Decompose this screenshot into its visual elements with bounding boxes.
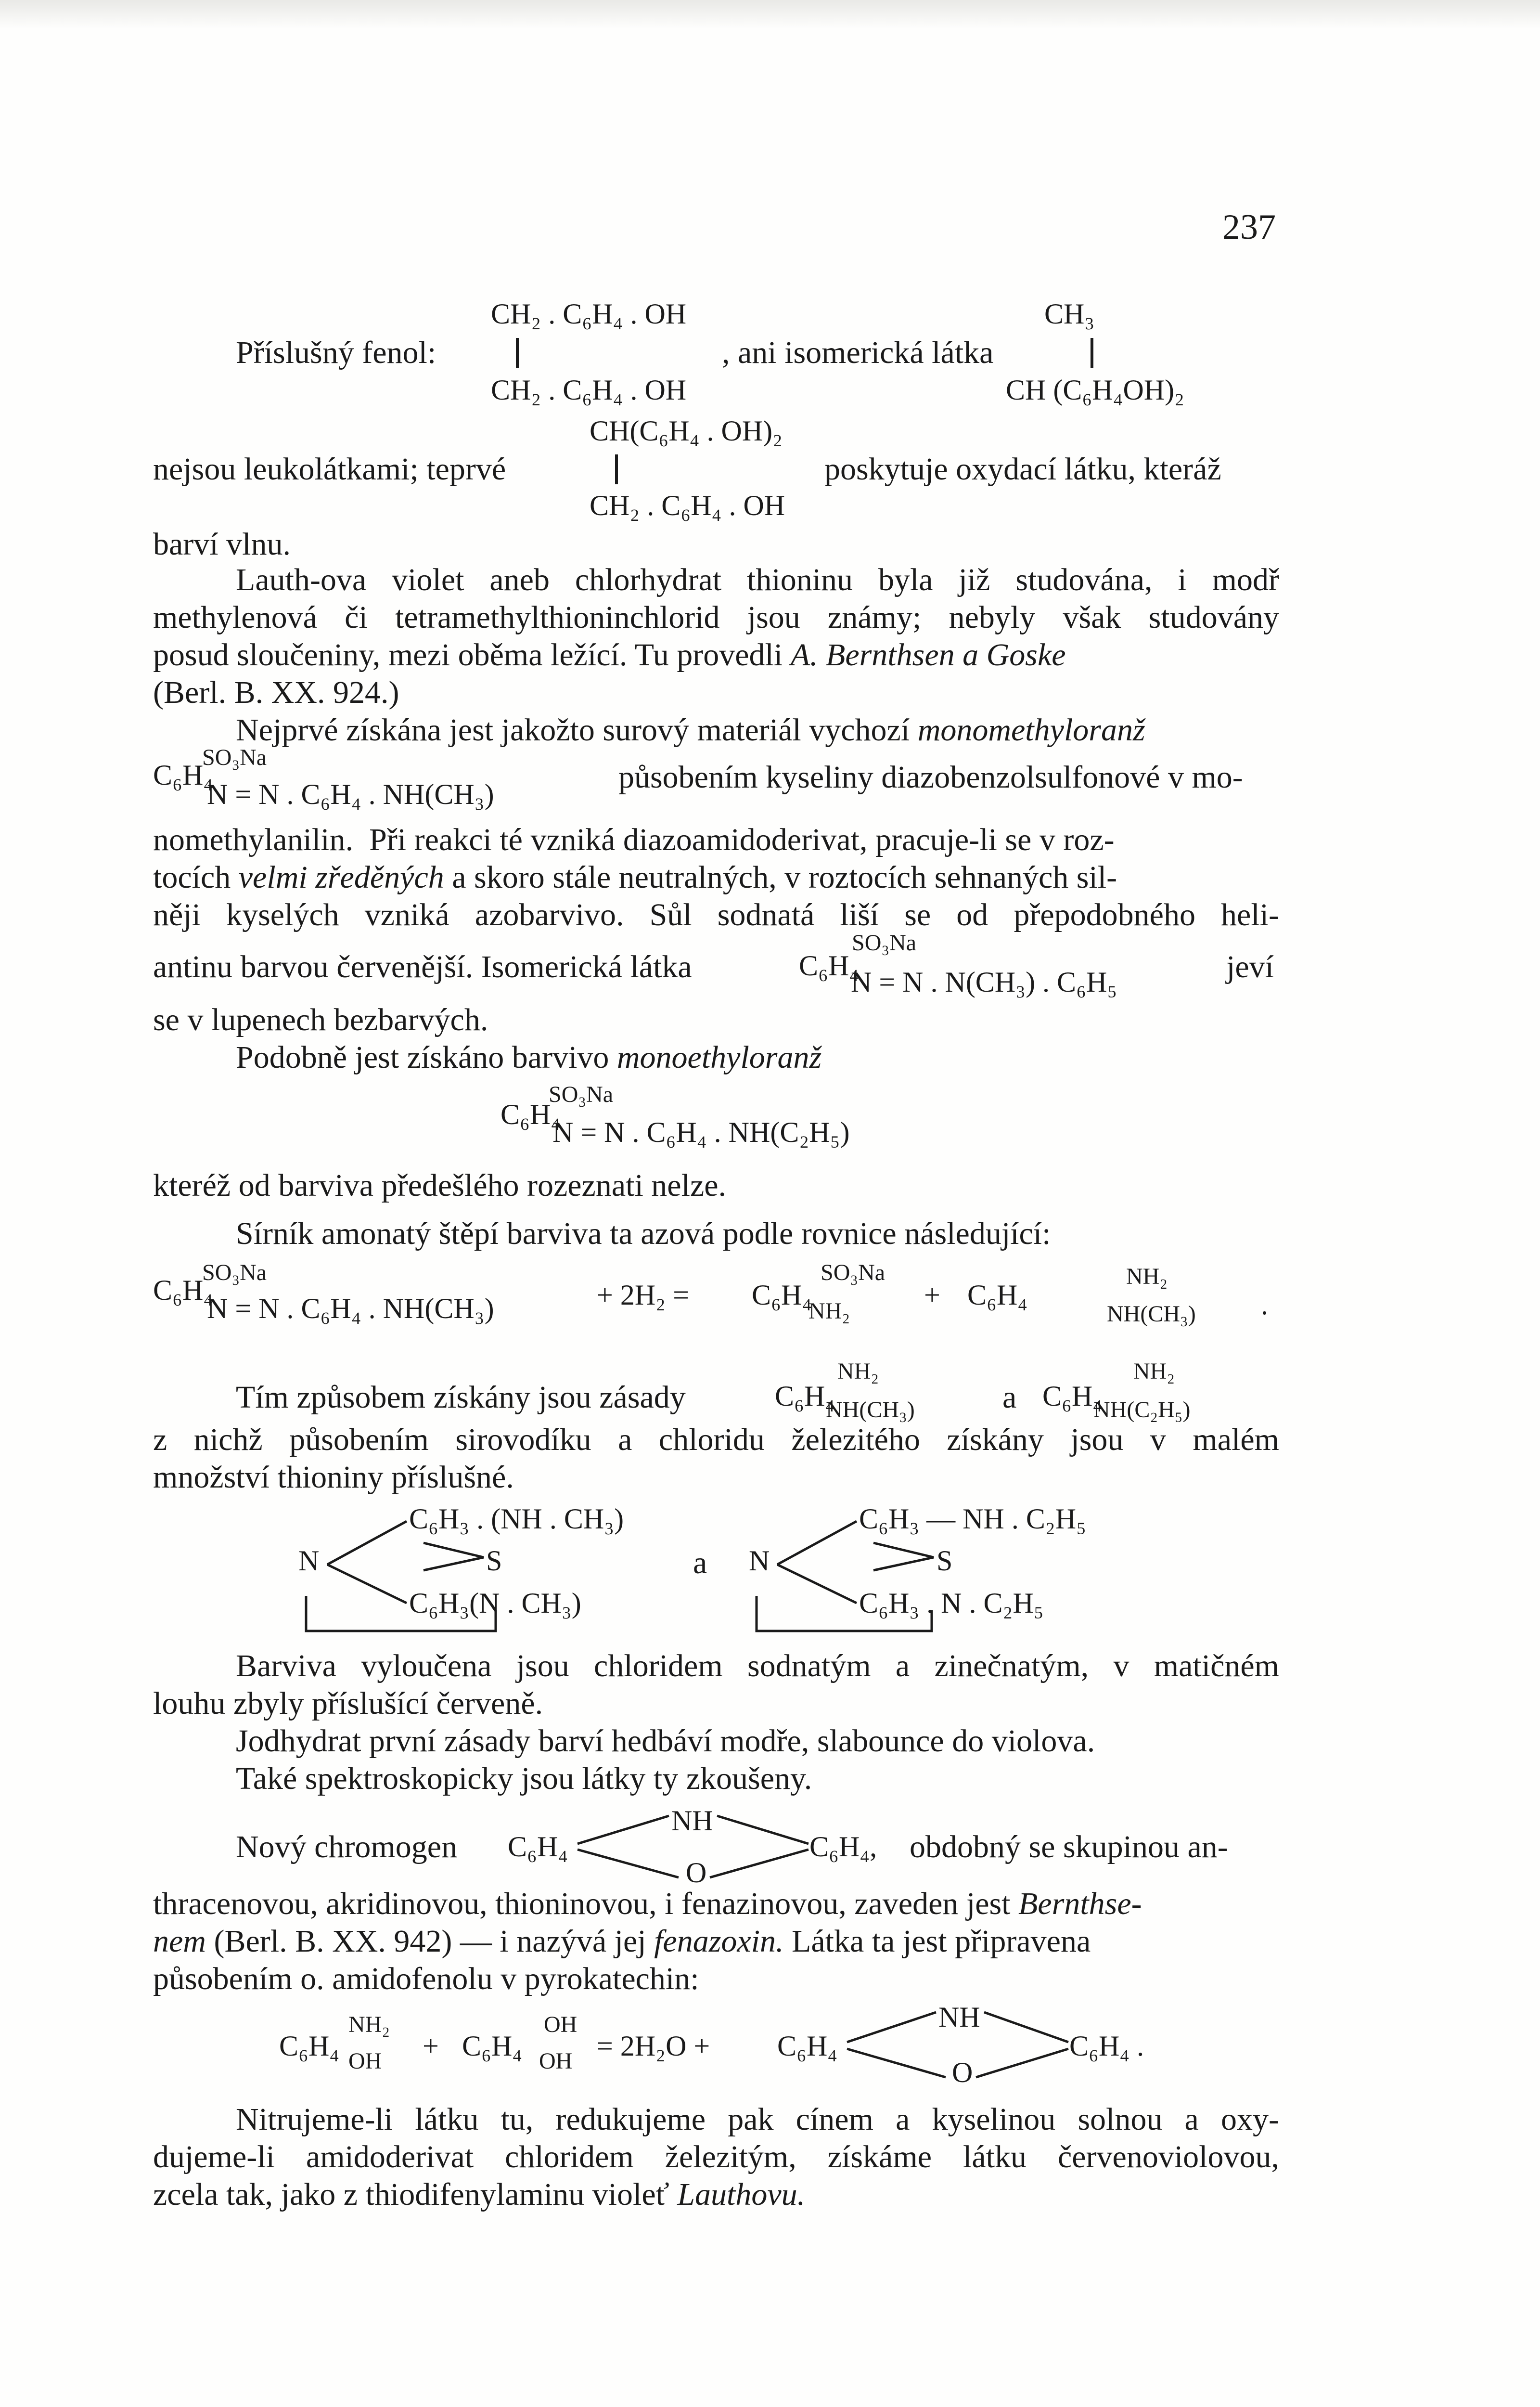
structure-left-n: N: [298, 1545, 320, 1577]
text-line: dujeme-li amidoderivat chloridem železitým, získáme látku červenoviolovou,: [153, 2139, 1279, 2174]
text-fragment: nomethylanilin.: [153, 822, 354, 857]
author-initial: A.: [790, 637, 818, 673]
formula-base: C₆H₄: [153, 759, 214, 791]
formula-bottom: NH(CH₃): [1107, 1301, 1196, 1327]
formula-nh: NH: [671, 1805, 713, 1837]
text-line: louhu zbyly příslušící červeně.: [153, 1686, 543, 1721]
emphasis: velmi zředěných: [238, 860, 444, 895]
text-line: se v lupenech bezbarvých.: [153, 1002, 488, 1037]
formula-bottom: NH(CH₃): [826, 1397, 915, 1423]
phenol-after: barví vlnu.: [153, 527, 291, 562]
equation-operator: = 2H₂O +: [597, 2030, 710, 2062]
text-fragment: Podobně jest získáno barvivo: [236, 1040, 609, 1075]
phenol-center-top: CH(C₆H₄ . OH)₂: [590, 415, 783, 447]
text-fragment: antinu barvou červenější. Isomerická látka: [153, 949, 692, 984]
compound-name: monomethyloranž: [917, 712, 1145, 748]
formula-base: C₆H₄: [752, 1279, 812, 1311]
page-number: 237: [1222, 207, 1276, 247]
text-line: Jodhydrat první zásady barví hedbáví modře, slabounce do violova.: [236, 1723, 1095, 1759]
formula-bottom: NH(C₂H₅): [1093, 1397, 1191, 1423]
text-line: množství thioniny příslušné.: [153, 1460, 514, 1495]
formula-top: NH₂: [348, 2012, 390, 2037]
formula-base: C₆H₄,: [809, 1831, 877, 1863]
formula-bottom: NH₂: [808, 1298, 850, 1324]
formula-nh: NH: [938, 2001, 980, 2033]
formula-o: O: [952, 2057, 973, 2088]
formula-top: SO₃Na: [202, 745, 267, 770]
text-line: kteréž od barviva předešlého rozeznati nelze.: [153, 1168, 727, 1203]
phenol-center-bottom: CH₂ . C₆H₄ . OH: [590, 490, 785, 521]
text-fragment: obdobný se skupinou an-: [910, 1829, 1228, 1864]
text-line: Barviva vyloučena jsou chloridem sodnatým a zinečnatým, v matičném: [236, 1648, 1279, 1683]
text-fragment: (Berl. B. XX. 942) — i nazývá jej: [214, 1924, 646, 1959]
text-line: methylenová či tetramethylthioninchlorid jsou známy; nebyly však studovány: [153, 600, 1279, 635]
formula-base: C₆H₄: [462, 2030, 523, 2062]
formula-top: SO₃Na: [821, 1260, 886, 1285]
formula-bottom: N = N . C₆H₄ . NH(C₂H₅): [552, 1116, 850, 1148]
phenol-middle: , ani isomerická látka: [722, 335, 994, 370]
formula-top: SO₃Na: [852, 930, 917, 956]
equation-operator: +: [924, 1279, 940, 1311]
formula-bottom: N = N . C₆H₄ . NH(CH₃): [207, 778, 494, 810]
structure-right-top: C₆H₃ — NH . C₂H₅: [859, 1503, 1087, 1535]
formula-bottom: OH: [348, 2048, 382, 2074]
text-fragment: Nejprvé získána jest jakožto surový materiál vychozí: [236, 712, 910, 748]
text-fragment: působením kyseliny diazobenzolsulfonové v mo-: [618, 760, 1243, 795]
phenol-bottom-right: CH (C₆H₄OH)₂: [1006, 374, 1185, 406]
phenol-label: Příslušný fenol:: [236, 335, 436, 370]
equation-operator: + 2H₂ =: [597, 1279, 689, 1311]
formula-base: C₆H₄: [775, 1380, 835, 1412]
equation-operator: +: [423, 2030, 439, 2062]
formula-base: C₆H₄ .: [1069, 2030, 1144, 2062]
authors: Bernthsen a Goske: [826, 637, 1066, 673]
text-line: něji kyselých vzniká azobarvivo. Sůl sodnatá liší se od přepodobného heli-: [153, 897, 1279, 932]
text-fragment: Látka ta jest připravena: [792, 1924, 1091, 1959]
phenol-line-right: poskytuje oxydací látku, kteráž: [824, 452, 1221, 487]
formula-base: C₆H₄: [508, 1831, 568, 1863]
structure-right-n: N: [749, 1545, 770, 1577]
compound-name: monoethyloranž: [616, 1040, 822, 1075]
text-fragment: jeví: [1226, 949, 1274, 984]
formula-top: NH₂: [1133, 1359, 1175, 1384]
formula-base: C₆H₄: [777, 2030, 838, 2062]
formula-base: C₆H₄: [799, 950, 860, 982]
text-line: Také spektroskopicky jsou látky ty zkoušeny.: [236, 1761, 812, 1796]
text-line: Lauth-ova violet aneb chlorhydrat thioninu byla již studována, i modř: [236, 562, 1279, 597]
formula-base: C₆H₄: [1042, 1380, 1103, 1412]
formula-top: SO₃Na: [549, 1082, 614, 1107]
text-line: působením o. amidofenolu v pyrokatechin:: [153, 1961, 699, 1996]
phenol-top-right: CH₃: [1044, 298, 1095, 330]
text-fragment: zcela tak, jako z thiodifenylaminu violeť: [153, 2177, 669, 2212]
text-fragment: posud sloučeniny, mezi oběma ležící. Tu provedli: [153, 637, 783, 673]
text-line: Nitrujeme-li látku tu, redukujeme pak cínem a kyselinou solnou a oxy-: [236, 2102, 1279, 2137]
author-name: Bernthse-: [1018, 1886, 1142, 1921]
structure-left-top: C₆H₃ . (NH . CH₃): [409, 1503, 624, 1535]
formula-bottom: N = N . N(CH₃) . C₆H₅: [851, 966, 1117, 998]
formula-top: OH: [544, 2012, 578, 2037]
text-fragment: tocích: [153, 860, 231, 895]
text-fragment: a: [1002, 1380, 1017, 1415]
structure-left-s: S: [486, 1545, 502, 1577]
text-fragment: Nový chromogen: [236, 1829, 458, 1864]
structure-right-s: S: [937, 1545, 953, 1577]
formula-bottom: OH: [539, 2048, 573, 2074]
text-fragment: a skoro stále neutralných, v roztocích sehnaných sil-: [452, 860, 1117, 895]
formula-base: C₆H₄: [500, 1099, 561, 1130]
equation-end: .: [1261, 1289, 1268, 1320]
text-line: (Berl. B. XX. 924.): [153, 675, 399, 710]
text-fragment: Při reakci té vzniká diazoamidoderivat, pracuje-li se v roz-: [369, 822, 1115, 857]
formula-base: C₆H₄: [279, 2030, 340, 2062]
formula-base: C₆H₄: [967, 1279, 1028, 1311]
compound-name: fenazoxin.: [654, 1924, 784, 1959]
text-fragment: thracenovou, akridinovou, thioninovou, i fenazinovou, zaveden jest: [153, 1886, 1011, 1921]
formula-top: NH₂: [837, 1359, 879, 1384]
author-name: nem: [153, 1924, 206, 1959]
structure-right-bottom: C₆H₃ . N . C₂H₅: [859, 1587, 1044, 1619]
formula-bottom: N = N . C₆H₄ . NH(CH₃): [207, 1293, 494, 1324]
phenol-line-left: nejsou leukolátkami; teprvé: [153, 452, 506, 487]
phenol-bottom-left: CH₂ . C₆H₄ . OH: [491, 374, 687, 406]
formula-top: SO₃Na: [202, 1260, 267, 1285]
compound-name: Lauthovu.: [677, 2177, 806, 2212]
text-line: Sírník amonatý štěpí barviva ta azová podle rovnice následující:: [236, 1216, 1051, 1251]
formula-o: O: [686, 1857, 707, 1889]
structure-and: a: [693, 1545, 707, 1580]
text-fragment: Tím způsobem získány jsou zásady: [236, 1380, 686, 1415]
text-line: [153, 2179, 805, 2211]
text-line: z nichž působením sirovodíku a chloridu železitého získány jsou v malém: [153, 1422, 1279, 1457]
structure-left-bottom: C₆H₃(N . CH₃): [409, 1587, 581, 1619]
phenol-top-left: CH₂ . C₆H₄ . OH: [491, 298, 687, 330]
formula-top: NH₂: [1126, 1264, 1168, 1289]
formula-base: C₆H₄: [153, 1274, 214, 1306]
